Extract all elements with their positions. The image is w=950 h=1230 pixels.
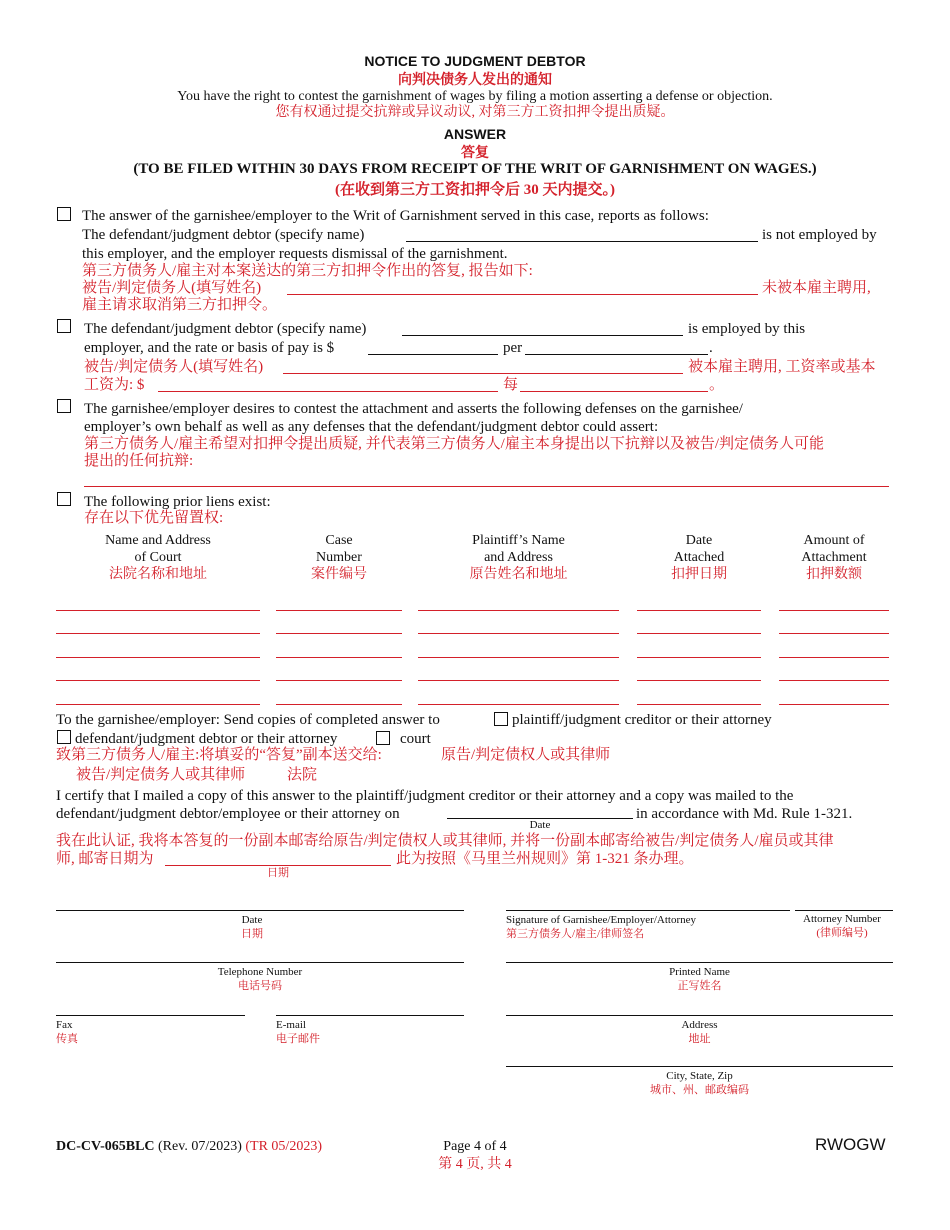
address-line[interactable] — [506, 1015, 893, 1016]
service-line1: To the garnishee/employer: Send copies of completed answer to — [56, 712, 440, 728]
s1-name-field[interactable] — [406, 241, 758, 242]
s2-name-field-zh[interactable] — [283, 373, 683, 374]
not-employed-checkbox[interactable] — [57, 207, 71, 221]
prior-liens-checkbox[interactable] — [57, 492, 71, 506]
s2-period: . — [709, 340, 713, 356]
send-defendant-label: defendant/judgment debtor or their attorney — [75, 731, 338, 747]
lien-cell-r2-c1[interactable] — [56, 633, 260, 634]
s2-per-zh: 每 — [503, 377, 519, 393]
lien-cell-r4-c5[interactable] — [779, 680, 889, 681]
lien-cell-r4-c3[interactable] — [418, 680, 619, 681]
certify-line2b: in accordance with Md. Rule 1-321. — [636, 806, 853, 822]
lien-cell-r2-c5[interactable] — [779, 633, 889, 634]
s2-line1b: is employed by this — [688, 321, 806, 337]
s1-name-field-zh[interactable] — [287, 294, 758, 295]
send-plaintiff-label: plaintiff/judgment creditor or their attorney — [512, 712, 772, 728]
page-number: Page 4 of 4 — [443, 1139, 507, 1154]
certify-line1-zh: 我在此认证, 我将本答复的一份副本邮寄给原告/判定债权人或其律师, 并将一份副本邮寄给被告/判定债务人/雇员或其律 — [56, 833, 834, 849]
date-label: Date 日期 — [241, 914, 263, 940]
certify-line2a: defendant/judgment debtor/employee or their attorney on — [56, 806, 400, 822]
s2-rate-field[interactable] — [368, 354, 498, 355]
lien-cell-r3-c2[interactable] — [276, 657, 402, 658]
col-amount: Amount of Attachment 扣押数额 — [801, 533, 867, 582]
city-line[interactable] — [506, 1066, 893, 1067]
contest-checkbox[interactable] — [57, 399, 71, 413]
address-label: Address 地址 — [681, 1019, 718, 1045]
attorney-number-line[interactable] — [795, 910, 893, 911]
lien-cell-r1-c2[interactable] — [276, 610, 402, 611]
fax-label: Fax 传真 — [56, 1019, 78, 1045]
lien-cell-r3-c1[interactable] — [56, 657, 260, 658]
s1-line3: this employer, and the employer requests dismissal of the garnishment. — [82, 246, 508, 262]
lien-cell-r3-c5[interactable] — [779, 657, 889, 658]
rights-text: You have the right to contest the garnishment of wages by filing a motion asserting a defense or objection. — [177, 89, 773, 104]
s4-line1-zh: 存在以下优先留置权: — [84, 510, 224, 526]
telephone-line[interactable] — [56, 962, 464, 963]
certify-date-field-zh[interactable] — [165, 865, 391, 866]
lien-cell-r1-c1[interactable] — [56, 610, 260, 611]
form-code: RWOGW — [815, 1135, 886, 1154]
s2-line2a: employer, and the rate or basis of pay is $ — [84, 340, 335, 356]
s2-per: per — [503, 340, 523, 356]
lien-cell-r1-c3[interactable] — [418, 610, 619, 611]
service-line1-zh: 致第三方债务人/雇主:将填妥的“答复”副本送交给: — [56, 747, 382, 763]
form-tr: (TR 05/2023) — [245, 1139, 322, 1154]
s1-line2b-zh: 未被本雇主聘用, — [762, 280, 871, 296]
city-label: City, State, Zip 城市、州、邮政编码 — [650, 1070, 749, 1096]
s1-line2a: The defendant/judgment debtor (specify name) — [82, 227, 365, 243]
printed-name-line[interactable] — [506, 962, 893, 963]
s2-period-zh: 。 — [709, 377, 725, 393]
defenses-field[interactable] — [84, 486, 889, 487]
s2-rate-field-zh[interactable] — [158, 391, 498, 392]
lien-cell-r3-c3[interactable] — [418, 657, 619, 658]
s1-line1: The answer of the garnishee/employer to the Writ of Garnishment served in this case, reports as follows: — [82, 208, 709, 224]
lien-cell-r5-c2[interactable] — [276, 704, 402, 705]
lien-cell-r5-c1[interactable] — [56, 704, 260, 705]
s2-line2a-zh: 工资为: $ — [84, 377, 145, 393]
s4-line1: The following prior liens exist: — [84, 494, 271, 510]
employed-checkbox[interactable] — [57, 319, 71, 333]
lien-cell-r4-c1[interactable] — [56, 680, 260, 681]
lien-cell-r1-c4[interactable] — [637, 610, 761, 611]
printed-name-label: Printed Name 正写姓名 — [669, 966, 730, 992]
col-date: Date Attached 扣押日期 — [671, 533, 727, 582]
form-rev: (Rev. 07/2023) — [158, 1139, 242, 1154]
s2-line1b-zh: 被本雇主聘用, 工资率或基本 — [688, 359, 876, 375]
lien-cell-r5-c3[interactable] — [418, 704, 619, 705]
s1-line1-zh: 第三方债务人/雇主对本案送达的第三方扣押令作出的答复, 报告如下: — [82, 263, 533, 279]
send-plaintiff-zh: 原告/判定债权人或其律师 — [441, 747, 611, 763]
send-defendant-checkbox[interactable] — [57, 730, 71, 744]
col-court: Name and Address of Court 法院名称和地址 — [105, 533, 211, 582]
s3-line1: The garnishee/employer desires to contest the attachment and asserts the following defenses on the garnishee/ — [84, 401, 743, 417]
s3-line2-zh: 提出的任何抗辩: — [84, 453, 194, 469]
email-label: E-mail 电子邮件 — [276, 1019, 320, 1045]
certify-date-label: Date — [529, 819, 551, 831]
lien-cell-r2-c4[interactable] — [637, 633, 761, 634]
telephone-label: Telephone Number 电话号码 — [217, 966, 303, 992]
col-case: Case Number 案件编号 — [311, 533, 367, 582]
s3-line1-zh: 第三方债务人/雇主希望对扣押令提出质疑, 并代表第三方债务人/雇主本身提出以下抗辩以及被告/判定债务人可能 — [84, 436, 825, 452]
s1-line2b: is not employed by — [762, 227, 877, 243]
lien-cell-r4-c2[interactable] — [276, 680, 402, 681]
signature-line[interactable] — [506, 910, 790, 911]
s2-per-field-zh[interactable] — [520, 391, 708, 392]
send-court-checkbox[interactable] — [376, 731, 390, 745]
s2-per-field[interactable] — [525, 354, 708, 355]
lien-cell-r2-c3[interactable] — [418, 633, 619, 634]
lien-cell-r2-c2[interactable] — [276, 633, 402, 634]
lien-cell-r5-c4[interactable] — [637, 704, 761, 705]
rights-text-zh: 您有权通过提交抗辩或异议动议, 对第三方工资扣押令提出质疑。 — [275, 105, 675, 120]
deadline-text: (TO BE FILED WITHIN 30 DAYS FROM RECEIPT OF THE WRIT OF GARNISHMENT ON WAGES.) — [133, 161, 817, 177]
s2-name-field[interactable] — [402, 335, 683, 336]
email-line[interactable] — [276, 1015, 464, 1016]
send-defendant-zh: 被告/判定债务人或其律师 — [76, 767, 246, 783]
page-number-zh: 第 4 页, 共 4 — [438, 1157, 512, 1172]
col-plaintiff: Plaintiff’s Name and Address 原告姓名和地址 — [469, 533, 568, 582]
notice-title: NOTICE TO JUDGMENT DEBTOR — [364, 53, 586, 69]
s3-line2: employer’s own behalf as well as any defenses that the defendant/judgment debtor could assert: — [84, 419, 659, 435]
lien-cell-r1-c5[interactable] — [779, 610, 889, 611]
send-plaintiff-checkbox[interactable] — [494, 712, 508, 726]
certify-line2a-zh: 师, 邮寄日期为 — [56, 851, 154, 867]
s2-line1a-zh: 被告/判定债务人(填写姓名) — [84, 359, 264, 375]
answer-title-zh: 答复 — [461, 144, 489, 160]
certify-date-label-zh: 日期 — [267, 867, 289, 879]
certify-line2b-zh: 此为按照《马里兰州规则》第 1-321 条办理。 — [396, 851, 694, 867]
fax-line[interactable] — [56, 1015, 245, 1016]
deadline-text-zh: (在收到第三方工资扣押令后 30 天内提交。) — [335, 182, 615, 198]
attorney-number-label: Attorney Number (律师编号) — [803, 913, 881, 939]
send-court-zh: 法院 — [287, 767, 318, 783]
certify-line1: I certify that I mailed a copy of this answer to the plaintiff/judgment creditor or their attorney and a copy was mailed to the — [56, 788, 794, 804]
form-id-block — [56, 1138, 322, 1155]
s1-line3-zh: 雇主请求取消第三方扣押令。 — [82, 297, 278, 313]
lien-cell-r3-c4[interactable] — [637, 657, 761, 658]
signature-label: Signature of Garnishee/Employer/Attorney 第三方债务人/雇主/律师签名 — [506, 914, 697, 940]
notice-title-zh: 向判决债务人发出的通知 — [398, 71, 552, 87]
lien-cell-r4-c4[interactable] — [637, 680, 761, 681]
s2-line1a: The defendant/judgment debtor (specify name) — [84, 321, 367, 337]
form-id: DC-CV-065BLC — [56, 1139, 155, 1154]
lien-cell-r5-c5[interactable] — [779, 704, 889, 705]
send-court-label: court — [400, 731, 431, 747]
date-line[interactable] — [56, 910, 464, 911]
answer-title: ANSWER — [443, 126, 507, 142]
s1-line2a-zh: 被告/判定债务人(填写姓名) — [82, 280, 262, 296]
